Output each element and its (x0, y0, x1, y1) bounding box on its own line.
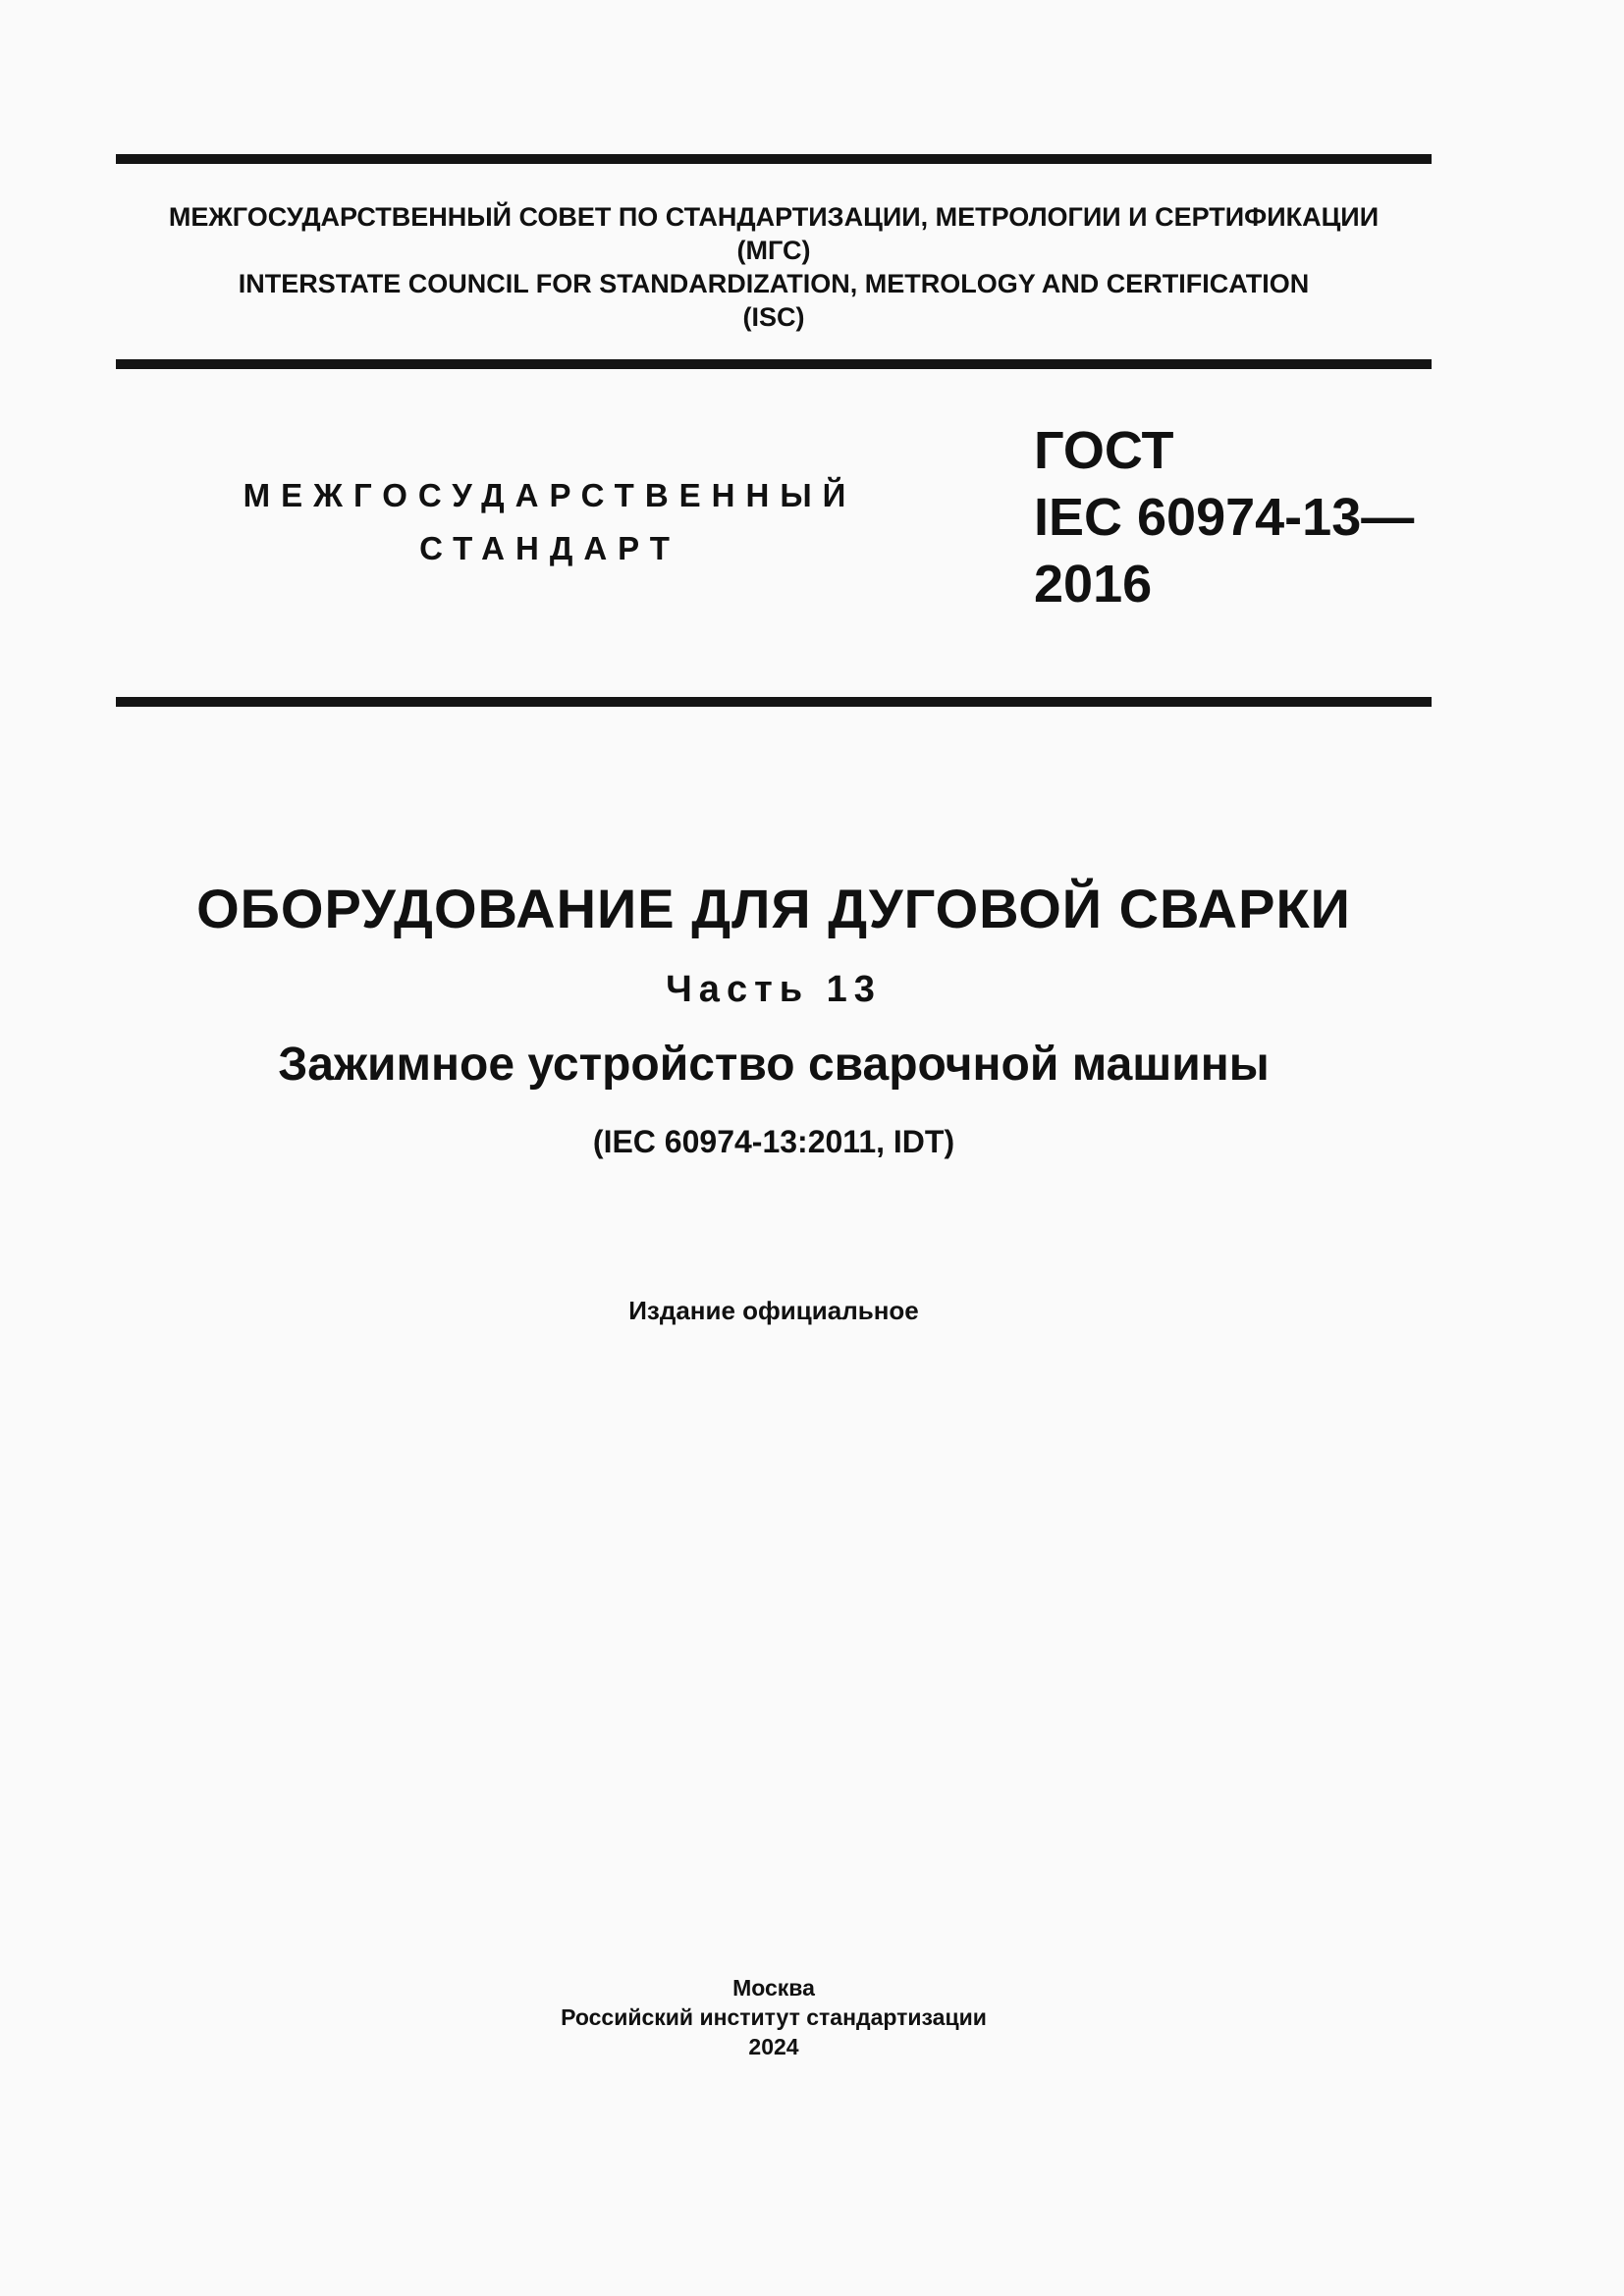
imprint-city: Москва (732, 1975, 815, 2001)
council-abbr-en: (ISC) (742, 302, 805, 332)
title-block (116, 874, 1432, 1162)
part-number: Часть 13 (666, 969, 882, 1010)
top-rule (116, 154, 1432, 164)
equivalence-note: (IEC 60974-13:2011, IDT) (592, 1124, 955, 1159)
imprint (116, 1973, 1432, 2061)
standard-designation (1034, 417, 1414, 617)
designation-line-1: ГОСТ (1034, 421, 1174, 480)
council-name-ru: МЕЖГОСУДАРСТВЕННЫЙ СОВЕТ ПО СТАНДАРТИЗАЦИИ, МЕТРОЛОГИИ И СЕРТИФИКАЦИИ (168, 202, 1380, 232)
imprint-publisher: Российский институт стандартизации (561, 2004, 987, 2030)
header-bottom-rule (116, 359, 1432, 369)
designation-line-2: IEC 60974-13— (1034, 488, 1415, 547)
council-header (116, 200, 1432, 334)
imprint-year: 2024 (748, 2034, 799, 2059)
edition-label: Издание официальное (628, 1296, 919, 1325)
part-subtitle: Зажимное устройство сварочной машины (278, 1039, 1270, 1091)
standard-kind-line-2: СТАНДАРТ (419, 530, 680, 566)
council-abbr-ru: (МГС) (736, 236, 811, 265)
main-title: ОБОРУДОВАНИЕ ДЛЯ ДУГОВОЙ СВАРКИ (196, 878, 1351, 939)
standard-kind-line-1: МЕЖГОСУДАРСТВЕННЫЙ (243, 477, 857, 513)
designation-line-3: 2016 (1034, 555, 1153, 614)
council-name-en: INTERSTATE COUNCIL FOR STANDARDIZATION, METROLOGY AND CERTIFICATION (238, 269, 1310, 298)
standard-kind (226, 469, 874, 575)
designation-bottom-rule (116, 697, 1432, 707)
